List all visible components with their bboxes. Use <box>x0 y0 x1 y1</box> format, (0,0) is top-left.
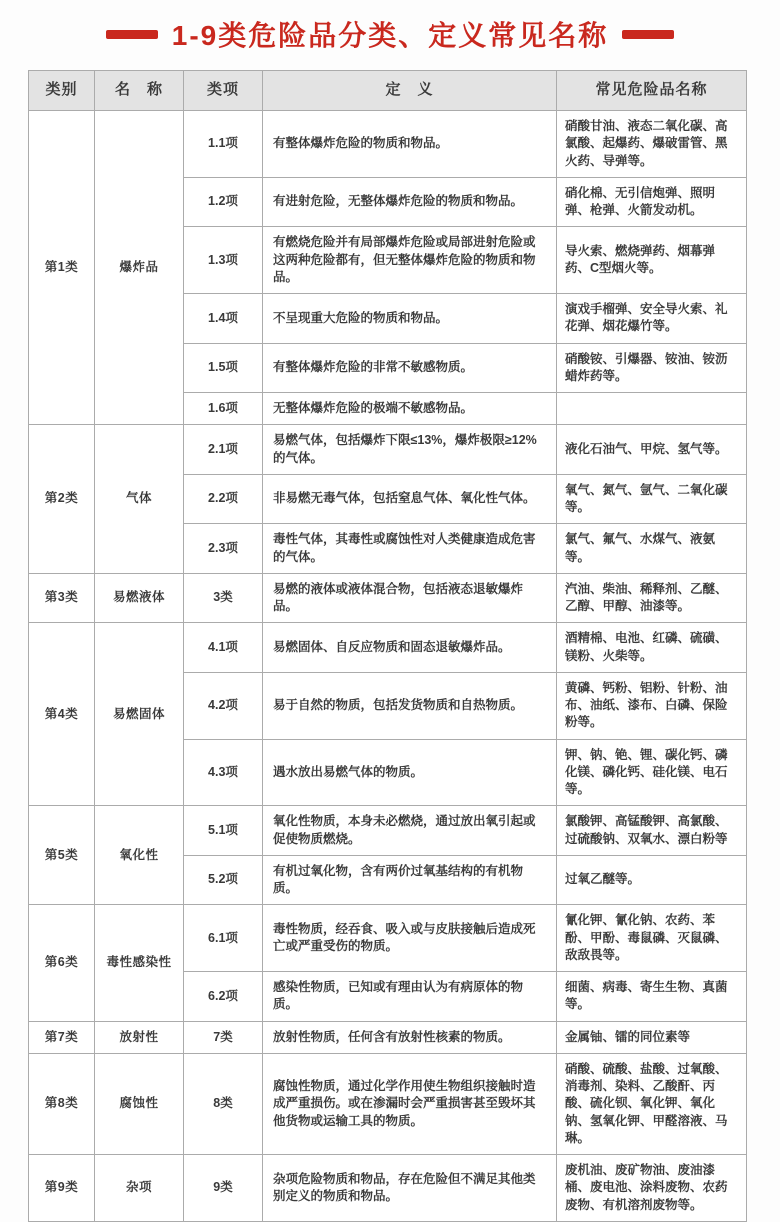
definition-cell: 氧化性物质，本身未必燃烧，通过放出氧引起或促使物质燃烧。 <box>263 806 557 856</box>
item-cell: 2.1项 <box>184 425 263 475</box>
header-name: 名 称 <box>95 71 184 111</box>
item-cell: 4.2项 <box>184 672 263 739</box>
title-left-dash <box>106 30 158 39</box>
definition-cell: 杂项危险物质和物品，存在危险但不满足其他类别定义的物质和物品。 <box>263 1155 557 1222</box>
definition-cell: 有进射危险，无整体爆炸危险的物质和物品。 <box>263 177 557 227</box>
item-cell: 2.3项 <box>184 524 263 574</box>
category-cell: 第8类 <box>29 1053 95 1154</box>
examples-cell: 氧气、氮气、氩气、二氧化碳等。 <box>557 474 747 524</box>
examples-cell: 酒精棉、电池、红磷、硫磺、镁粉、火柴等。 <box>557 623 747 673</box>
item-cell: 4.1项 <box>184 623 263 673</box>
table-row <box>29 1155 747 1222</box>
definition-cell: 有机过氧化物，含有两价过氧基结构的有机物质。 <box>263 855 557 905</box>
definition-cell: 有整体爆炸危险的非常不敏感物质。 <box>263 343 557 393</box>
header-definition: 定 义 <box>263 71 557 111</box>
examples-cell: 氯酸钾、高锰酸钾、高氯酸、过硫酸钠、双氧水、漂白粉等 <box>557 806 747 856</box>
definition-cell: 易燃固体、自反应物质和固态退敏爆炸品。 <box>263 623 557 673</box>
definition-cell: 易燃气体，包括爆炸下限≤13%，爆炸极限≥12%的气体。 <box>263 425 557 475</box>
definition-cell: 毒性气体，其毒性或腐蚀性对人类健康造成危害的气体。 <box>263 524 557 574</box>
examples-cell: 硝化棉、无引信炮弹、照明弹、枪弹、火箭发动机。 <box>557 177 747 227</box>
examples-cell: 硝酸、硫酸、盐酸、过氧酸、消毒剂、染料、乙酸酐、丙酸、硫化钡、氧化钾、氧化钠、氢氧化钾、甲醛溶液、马琳。 <box>557 1053 747 1154</box>
examples-cell: 氯气、氟气、水煤气、液氨等。 <box>557 524 747 574</box>
item-cell: 9类 <box>184 1155 263 1222</box>
table-row <box>29 1021 747 1053</box>
definition-cell: 不呈现重大危险的物质和物品。 <box>263 294 557 344</box>
examples-cell: 过氧乙醚等。 <box>557 855 747 905</box>
name-cell: 易燃液体 <box>95 573 184 623</box>
category-cell: 第6类 <box>29 905 95 1021</box>
title-right-dash <box>622 30 674 39</box>
item-cell: 1.2项 <box>184 177 263 227</box>
header-row <box>29 71 747 111</box>
name-cell: 爆炸品 <box>95 111 184 425</box>
name-cell: 氧化性 <box>95 806 184 905</box>
definition-cell: 非易燃无毒气体，包括窒息气体、氧化性气体。 <box>263 474 557 524</box>
item-cell: 3类 <box>184 573 263 623</box>
category-cell: 第2类 <box>29 425 95 574</box>
header-item: 类项 <box>184 71 263 111</box>
item-cell: 2.2项 <box>184 474 263 524</box>
header-examples: 常见危险品名称 <box>557 71 747 111</box>
table-row <box>29 1053 747 1154</box>
category-cell: 第7类 <box>29 1021 95 1053</box>
name-cell: 腐蚀性 <box>95 1053 184 1154</box>
item-cell: 1.4项 <box>184 294 263 344</box>
definition-cell: 有燃烧危险并有局部爆炸危险或局部进射危险或这两种危险都有，但无整体爆炸危险的物质和物品。 <box>263 227 557 294</box>
category-cell: 第1类 <box>29 111 95 425</box>
table-row <box>29 425 747 475</box>
table-row <box>29 623 747 673</box>
table-row <box>29 111 747 178</box>
definition-cell: 感染性物质，已知或有理由认为有病原体的物质。 <box>263 972 557 1022</box>
definition-cell: 无整体爆炸危险的极端不敏感物品。 <box>263 393 557 425</box>
table-row <box>29 905 747 972</box>
category-cell: 第3类 <box>29 573 95 623</box>
examples-cell: 硝酸甘油、液态二氧化碳、高氯酸、起爆药、爆破雷管、黑火药、导弹等。 <box>557 111 747 178</box>
examples-cell: 钾、钠、铯、锂、碳化钙、磷化镁、磷化钙、硅化镁、电石等。 <box>557 739 747 806</box>
name-cell: 杂项 <box>95 1155 184 1222</box>
examples-cell: 演戏手榴弹、安全导火索、礼花弹、烟花爆竹等。 <box>557 294 747 344</box>
table-body <box>29 111 747 1222</box>
name-cell: 毒性感染性 <box>95 905 184 1021</box>
page-title: 1-9类危险品分类、定义常见名称 <box>171 20 609 51</box>
table-header <box>29 71 747 111</box>
hazard-classification-table <box>28 70 747 1222</box>
name-cell: 易燃固体 <box>95 623 184 806</box>
examples-cell: 硝酸铵、引爆器、铵油、铵沥蜡炸药等。 <box>557 343 747 393</box>
definition-cell: 易燃的液体或液体混合物，包括液态退敏爆炸品。 <box>263 573 557 623</box>
category-cell: 第5类 <box>29 806 95 905</box>
definition-cell: 放射性物质，任何含有放射性核素的物质。 <box>263 1021 557 1053</box>
item-cell: 6.2项 <box>184 972 263 1022</box>
item-cell: 6.1项 <box>184 905 263 972</box>
examples-cell: 金属铀、镭的同位素等 <box>557 1021 747 1053</box>
item-cell: 5.1项 <box>184 806 263 856</box>
examples-cell: 导火索、燃烧弹药、烟幕弹药、C型烟火等。 <box>557 227 747 294</box>
examples-cell: 汽油、柴油、稀释剂、乙醚、乙醇、甲醇、油漆等。 <box>557 573 747 623</box>
header-category: 类别 <box>29 71 95 111</box>
item-cell: 1.6项 <box>184 393 263 425</box>
examples-cell: 废机油、废矿物油、废油漆桶、废电池、涂料废物、农药废物、有机溶剂废物等。 <box>557 1155 747 1222</box>
examples-cell: 液化石油气、甲烷、氢气等。 <box>557 425 747 475</box>
table-row <box>29 573 747 623</box>
definition-cell: 腐蚀性物质，通过化学作用使生物组织接触时造成严重损伤。或在渗漏时会严重损害甚至毁坏其他货物或运输工具的物质。 <box>263 1053 557 1154</box>
item-cell: 8类 <box>184 1053 263 1154</box>
name-cell: 气体 <box>95 425 184 574</box>
item-cell: 1.5项 <box>184 343 263 393</box>
examples-cell: 氰化钾、氰化钠、农药、苯酚、甲酚、毒鼠磷、灭鼠磷、敌敌畏等。 <box>557 905 747 972</box>
item-cell: 5.2项 <box>184 855 263 905</box>
item-cell: 4.3项 <box>184 739 263 806</box>
item-cell: 7类 <box>184 1021 263 1053</box>
table-row <box>29 806 747 856</box>
name-cell: 放射性 <box>95 1021 184 1053</box>
category-cell: 第4类 <box>29 623 95 806</box>
definition-cell: 遇水放出易燃气体的物质。 <box>263 739 557 806</box>
item-cell: 1.3项 <box>184 227 263 294</box>
definition-cell: 易于自然的物质，包括发货物质和自热物质。 <box>263 672 557 739</box>
examples-cell: 黄磷、钙粉、铝粉、针粉、油布、油纸、漆布、白磷、保险粉等。 <box>557 672 747 739</box>
item-cell: 1.1项 <box>184 111 263 178</box>
definition-cell: 有整体爆炸危险的物质和物品。 <box>263 111 557 178</box>
category-cell: 第9类 <box>29 1155 95 1222</box>
definition-cell: 毒性物质，经吞食、吸入或与皮肤接触后造成死亡或严重受伤的物质。 <box>263 905 557 972</box>
examples-cell: 细菌、病毒、寄生生物、真菌等。 <box>557 972 747 1022</box>
examples-cell <box>557 393 747 425</box>
page-title-row <box>0 0 780 70</box>
